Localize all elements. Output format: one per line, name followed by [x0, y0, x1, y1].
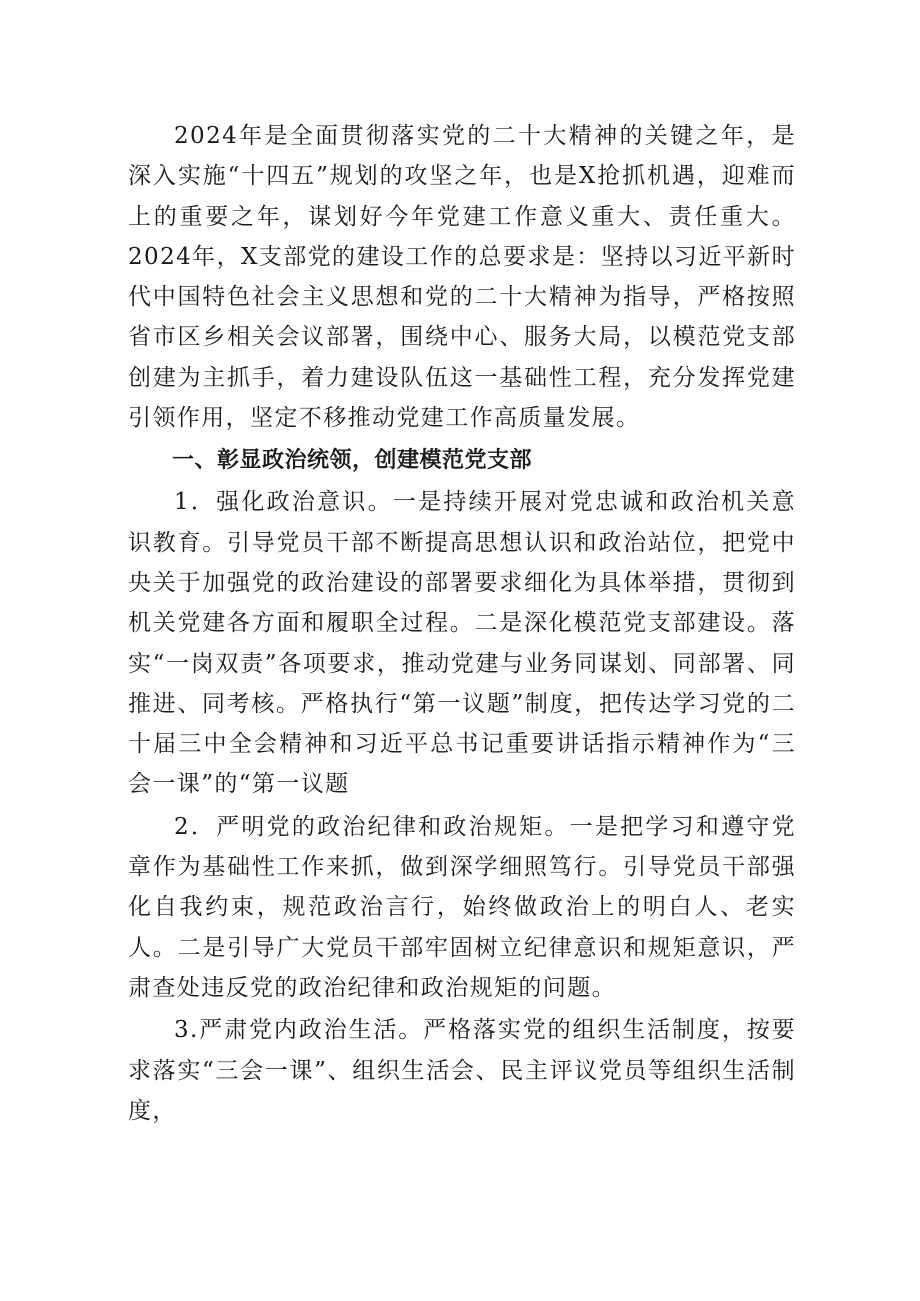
item-paragraph-3: 3.严肃党内政治生活。严格落实党的组织生活制度，按要求落实“三会一课”、组织生活会、民主评议党员等组织生活制度，	[128, 1017, 796, 1124]
intro-paragraph: 2024年是全面贯彻落实党的二十大精神的关键之年，是深入实施“十四五”规划的攻坚之年，也是X抢抓机遇，迎难而上的重要之年，谋划好今年党建工作意义重大、责任重大。2024年，X支部党的建设工作的总要求是：坚持以习近平新时代中国特色社会主义思想和党的二十大精神为指导，严格按照省市区乡相关会议部署，围绕中心、服务大局，以模范党支部创建为主抓手，着力建设队伍这一基础性工程，充分发挥党建引领作用，坚定不移推动党建工作高质量发展。	[128, 123, 796, 432]
document-body	[128, 116, 796, 1131]
item-paragraph-1: 1．强化政治意识。一是持续开展对党忠诚和政治机关意识教育。引导党员干部不断提高思想认识和政治站位，把党中央关于加强党的政治建设的部署要求细化为具体举措，贯彻到机关党建各方面和履职全过程。二是深化模范党支部建设。落实“一岗双责”各项要求，推动党建与业务同谋划、同部署、同推进、同考核。严格执行“第一议题”制度，把传达学习党的二十届三中全会精神和习近平总书记重要讲话指示精神作为“三会一课”的“第一议题	[128, 489, 796, 798]
section-heading: 一、彰显政治统领，创建模范党支部	[172, 448, 533, 474]
item-paragraph-2: 2．严明党的政治纪律和政治规矩。一是把学习和遵守党章作为基础性工作来抓，做到深学细照笃行。引导党员干部强化自我约束，规范政治言行，始终做政治上的明白人、老实人。二是引导广大党员干部牢固树立纪律意识和规矩意识，严肃查处违反党的政治纪律和政治规矩的问题。	[128, 813, 796, 1001]
